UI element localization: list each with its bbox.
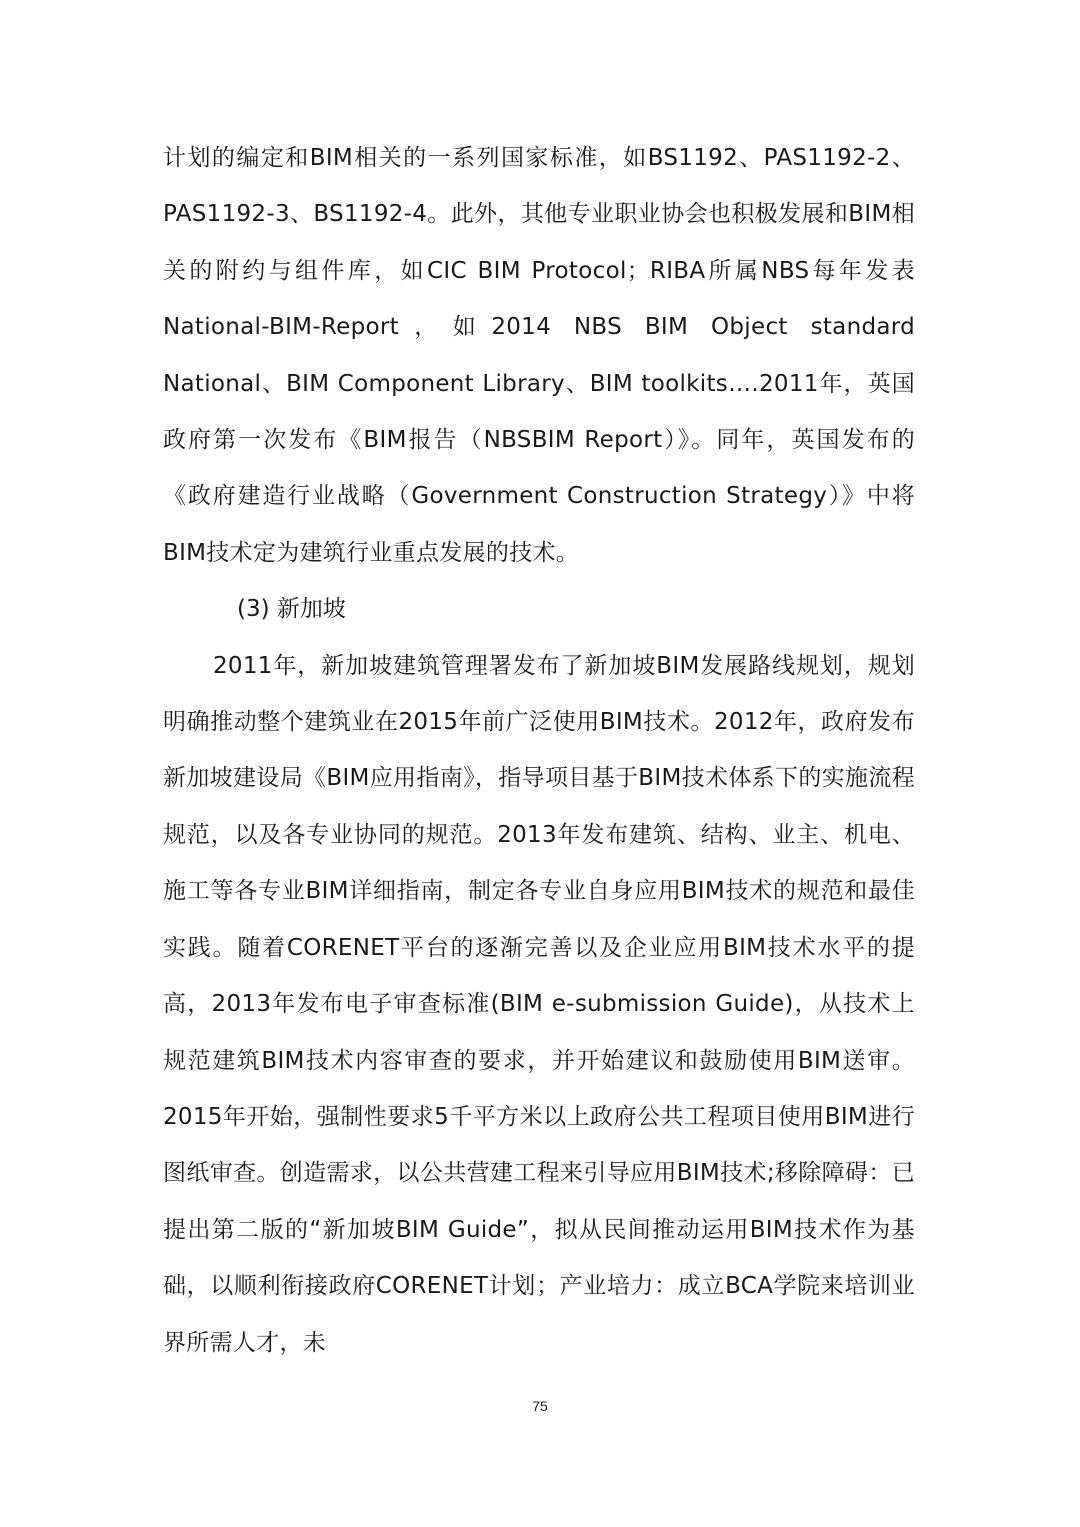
paragraph-uk-bim-standards: 计划的编定和BIM相关的一系列国家标准，如BS1192、PAS1192-2、PAS1192-3、BS1192-4。此外，其他专业职业协会也积极发展和BIM相关的附约与组件库，如CIC BIM Protocol；RIBA所属NBS每年发表National-BIM-Report，如2014 NBS BIM Object standard National、BIM Component Library、BIM toolkits….2011年，英国政府第一次发布《BIM报告（NBSBIM Report）》。同年，英国发布的《政府建造行业战略（Government Construction Strategy）》中将BIM技术定为建筑行业重点发展的技术。 <box>163 145 915 566</box>
page-number: 75 <box>532 1398 548 1414</box>
section-heading-singapore: (3) 新加坡 <box>237 596 346 623</box>
page-body <box>163 130 915 1371</box>
paragraph-singapore-bim: 2011年，新加坡建筑管理署发布了新加坡BIM发展路线规划，规划明确推动整个建筑业在2015年前广泛使用BIM技术。2012年，政府发布新加坡建设局《BIM应用指南》，指导项目基于BIM技术体系下的实施流程规范，以及各专业协同的规范。2013年发布建筑、结构、业主、机电、施工等各专业BIM详细指南，制定各专业自身应用BIM技术的规范和最佳实践。随着CORENET平台的逐渐完善以及企业应用BIM技术水平的提高，2013年发布电子审查标准(BIM e-submission Guide)，从技术上规范建筑BIM技术内容审查的要求，并开始建议和鼓励使用BIM送审。2015年开始，强制性要求5千平方米以上政府公共工程项目使用BIM进行图纸审查。创造需求，以公共营建工程来引导应用BIM技术;移除障碍：已提出第二版的“新加坡BIM Guide”，拟从民间推动运用BIM技术作为基础，以顺利衔接政府CORENET计划；产业培力：成立BCA学院来培训业界所需人才，未 <box>163 652 915 1356</box>
